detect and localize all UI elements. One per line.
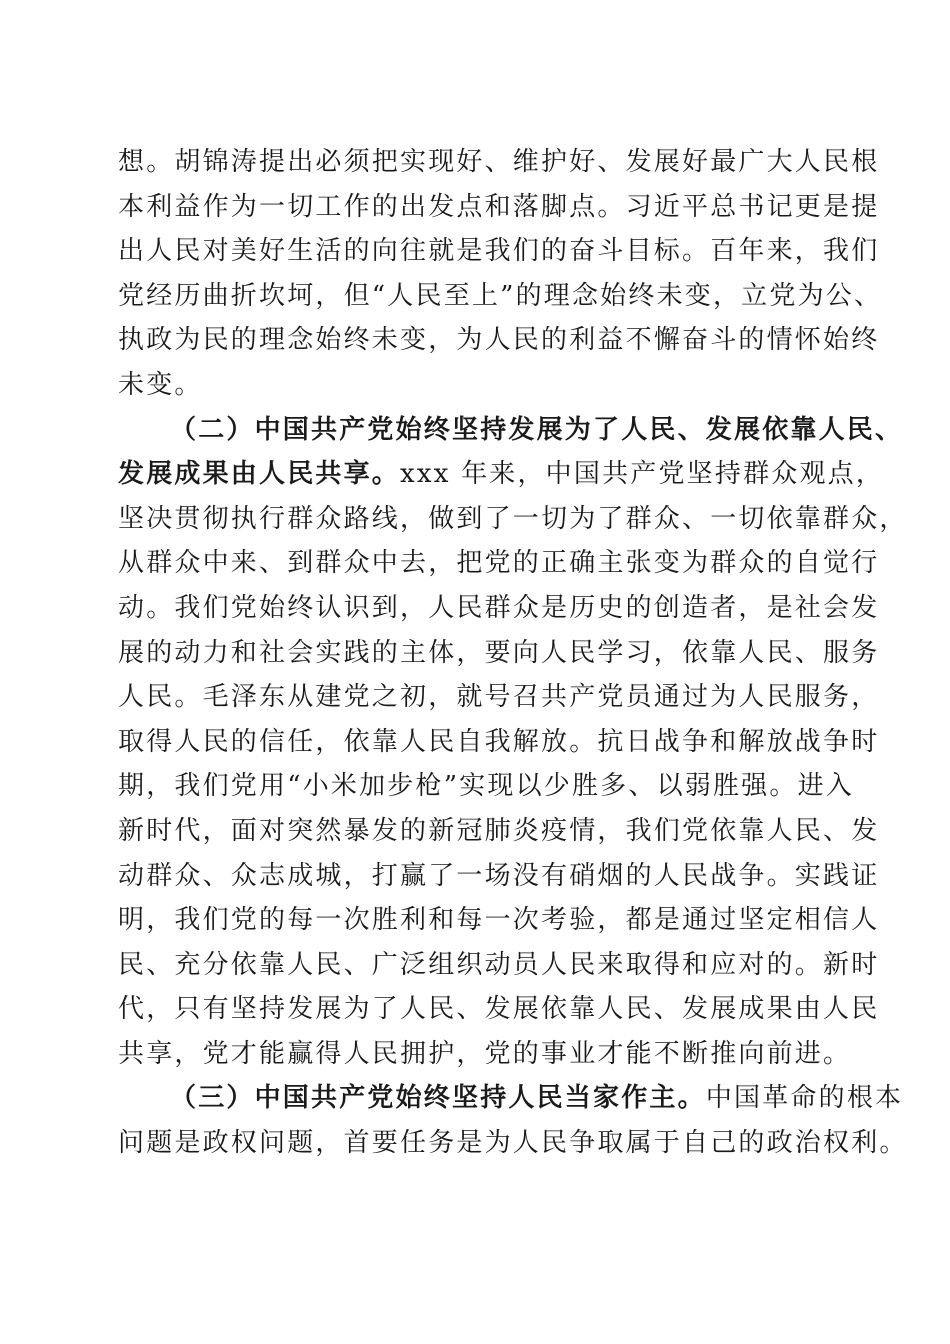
- section-3-text-start: 中国革命的根本: [705, 1083, 904, 1114]
- section-3-heading-line: [118, 1076, 904, 1121]
- paragraph-3-line: 问题是政权问题，首要任务是为人民争取属于自己的政治权利。: [118, 1128, 908, 1159]
- document-body: [118, 140, 908, 1166]
- paragraph-2-line: 明，我们党的每一次胜利和每一次考验，都是通过坚定相信人: [118, 905, 880, 936]
- paragraph-1-line: 想。胡锦涛提出必须把实现好、维护好、发展好最广大人民根: [118, 147, 880, 177]
- paragraph-1-line: 出人民对美好生活的向往就是我们的奋斗目标。百年来，我们: [118, 236, 880, 267]
- paragraph-1-line: 未变。: [118, 369, 203, 400]
- paragraph-1-line: 本利益作为一切工作的出发点和落脚点。习近平总书记更是提: [118, 191, 880, 222]
- paragraph-2-line: 人民。毛泽东从建党之初，就号召共产党员通过为人民服务，: [118, 682, 880, 713]
- paragraph-2-line: 共享，党才能赢得人民拥护，党的事业才能不断推向前进。: [118, 1038, 852, 1069]
- section-2-heading: （二）中国共产党始终坚持发展为了人民、发展依靠人民、: [170, 414, 904, 445]
- paragraph-2-line: 期，我们党用“小米加步枪”实现以少胜多、以弱胜强。进入: [118, 771, 854, 802]
- section-3-heading: （三）中国共产党始终坚持人民当家作主。: [170, 1083, 706, 1114]
- paragraph-2-line: 从群众中来、到群众中去，把党的正确主张变为群众的自觉行: [118, 548, 880, 579]
- paragraph-2-line: 代，只有坚持发展为了人民、发展依靠人民、发展成果由人民: [118, 994, 880, 1025]
- paragraph-2-line: 动群众、众志成城，打赢了一场没有硝烟的人民战争。实践证: [118, 860, 880, 891]
- paragraph-1-line: 党经历曲折坎坷，但“人民至上”的理念始终未变，立党为公、: [118, 280, 883, 311]
- section-2-heading-end: 发展成果由人民共享。: [118, 459, 401, 490]
- paragraph-2-line: 坚决贯彻执行群众路线，做到了一切为了群众、一切依靠群众，: [118, 503, 908, 534]
- section-2-heading-line-2: [118, 452, 885, 497]
- paragraph-1-line: 执政为民的理念始终未变，为人民的利益不懈奋斗的情怀始终: [118, 325, 880, 356]
- section-2-text-start: xxx 年来，中国共产党坚持群众观点，: [400, 459, 885, 490]
- paragraph-2-line: 展的动力和社会实践的主体，要向人民学习，依靠人民、服务: [118, 637, 880, 668]
- paragraph-2-line: 取得人民的信任，依靠人民自我解放。抗日战争和解放战争时: [118, 726, 880, 757]
- paragraph-2-line: 新时代，面对突然暴发的新冠肺炎疫情，我们党依靠人民、发: [118, 815, 880, 846]
- paragraph-2-line: 民、充分依靠人民、广泛组织动员人民来取得和应对的。新时: [118, 949, 880, 980]
- paragraph-2-line: 动。我们党始终认识到，人民群众是历史的创造者，是社会发: [118, 592, 880, 623]
